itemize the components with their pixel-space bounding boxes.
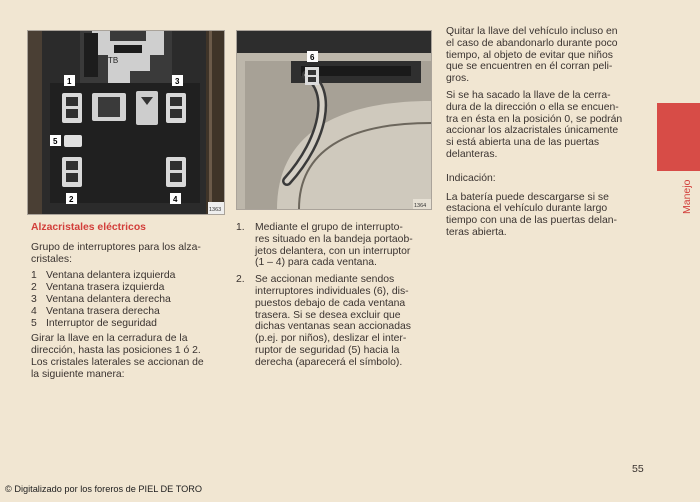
text-line: dura de la dirección o ella se encuen- (446, 101, 619, 113)
numbered-item (236, 274, 436, 368)
item-text (255, 222, 436, 269)
switch-list (31, 270, 225, 329)
intro-paragraph (31, 242, 225, 266)
list-item (31, 318, 225, 330)
list-number: 5 (31, 317, 37, 329)
item-line: dichas ventanas sean accionadas (255, 321, 411, 333)
item-line: interruptores individuales (6), dis- (255, 285, 409, 297)
note-paragraph (446, 192, 651, 239)
outro-line: la siguiente manera: (31, 368, 125, 380)
footer-credit: © Digitalizado por los foreros de PIEL DE TORO (5, 484, 203, 494)
item-line: Mediante el grupo de interrupto- (255, 222, 403, 233)
list-item (31, 270, 225, 282)
section-tab (657, 103, 700, 171)
text-line: tiempo con una de las puertas delan- (446, 215, 617, 227)
item-line: jetos delantera, con un interruptor (255, 245, 411, 257)
callout-3: 3 (175, 77, 180, 86)
list-item (31, 306, 225, 318)
intro-line: cristales: (31, 253, 72, 265)
item-line: Se accionan mediante sendos (255, 274, 395, 286)
list-text: Ventana trasera derecha (46, 305, 160, 317)
callout-1: 1 (67, 77, 72, 86)
outro-line: dirección, hasta las posiciones 1 ó 2. (31, 345, 201, 357)
list-text: Interruptor de seguridad (46, 317, 157, 329)
intro-line: Grupo de interruptores para los alza- (31, 241, 201, 253)
figure-console-switches (27, 30, 225, 215)
outro-line: Girar la llave en la cerradura de la (31, 333, 188, 345)
text-line: tiempo, al objeto de evitar que niños (446, 49, 613, 61)
figure-number-left: 1363 (209, 207, 222, 213)
text-line: si está abierta una de las puertas (446, 137, 600, 149)
safety-switch-icon (64, 135, 82, 147)
list-number: 1 (31, 270, 37, 282)
text-line: estaciona el vehículo durante largo (446, 203, 608, 215)
text-line: tra en ésta en la posición 0, se podrán (446, 113, 623, 125)
figure-door-switch (236, 30, 432, 210)
gear-marking: TB (108, 56, 119, 65)
section-heading: Alzacristales eléctricos (31, 222, 146, 233)
callout-2: 2 (69, 195, 74, 204)
list-item (31, 294, 225, 306)
list-number: 3 (31, 293, 37, 305)
item-line: res situado en la bandeja portaob- (255, 233, 413, 245)
text-line: La batería puede descargarse si se (446, 191, 609, 203)
list-text: Ventana delantera izquierda (46, 270, 176, 282)
item-text (255, 274, 436, 368)
list-number: 4 (31, 305, 37, 317)
numbered-item (236, 222, 436, 269)
key-paragraph (446, 90, 651, 161)
rear-window-switch-icon (305, 67, 319, 85)
console-switches-illustration (28, 31, 224, 214)
outro-line: Los cristales laterales se accionan de (31, 356, 204, 368)
column-1 (31, 222, 225, 386)
text-line: el caso de abandonarlo durante poco (446, 37, 618, 49)
item-line: (p.ej. por niños), deslizar el inter- (255, 333, 407, 345)
text-line: Quitar la llave del vehículo incluso en (446, 26, 618, 37)
door-switch-illustration (237, 31, 431, 209)
text-line: accionar los alzacristales únicamente (446, 125, 619, 137)
item-line: puestos debajo de cada ventana (255, 297, 406, 309)
list-text: Ventana delantera derecha (46, 293, 171, 305)
callout-6: 6 (310, 53, 315, 62)
section-label: Manejo (681, 179, 693, 214)
page-number: 55 (632, 463, 644, 475)
text-line: gros. (446, 73, 470, 85)
item-line: ruptor de seguridad (5) hacia la (255, 344, 400, 356)
item-number: 1. (236, 222, 245, 233)
warning-paragraph (446, 26, 651, 85)
note-heading: Indicación: (446, 172, 496, 184)
item-line: (1 – 4) para cada ventana. (255, 257, 377, 269)
text-line: delanteras. (446, 148, 498, 160)
text-line: teras abierta. (446, 226, 507, 238)
item-line: trasera. Si se desea excluir que (255, 309, 401, 321)
list-text: Ventana trasera izquierda (46, 282, 165, 294)
item-line: derecha (aparecerá el símbolo). (255, 356, 403, 368)
callout-5: 5 (53, 137, 58, 146)
list-item (31, 282, 225, 294)
outro-paragraph (31, 333, 225, 380)
figure-number-right: 1364 (414, 203, 427, 209)
callout-4: 4 (173, 195, 178, 204)
item-number: 2. (236, 274, 245, 286)
text-line: que se encuentren en él corran peli- (446, 61, 613, 73)
column-2 (236, 222, 436, 374)
list-number: 2 (31, 282, 37, 294)
text-line: Si se ha sacado la llave de la cerra- (446, 89, 611, 101)
column-3 (446, 26, 651, 244)
